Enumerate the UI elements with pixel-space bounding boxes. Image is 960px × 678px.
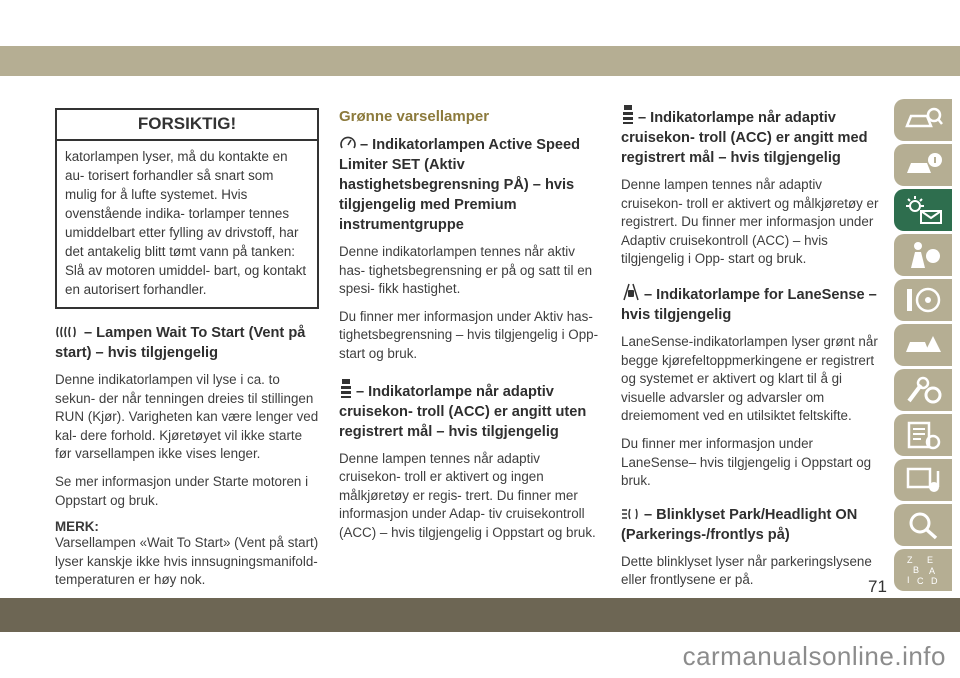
svg-text:D: D <box>931 576 938 586</box>
wait-to-start-paragraph-2: Se mer informasjon under Starte motoren i Oppstart og bruk. <box>55 473 309 508</box>
park-headlight-heading <box>621 505 885 545</box>
acc-with-target-icon <box>621 104 635 124</box>
tab-alphabet-index[interactable] <box>894 549 952 591</box>
tab-warning-lights[interactable] <box>894 189 952 231</box>
chapter-tabs <box>894 99 952 594</box>
svg-text:B: B <box>913 565 920 575</box>
car-magnifier-icon <box>903 106 943 134</box>
acc-no-target-icon <box>339 378 353 398</box>
section-title-green-lamps: Grønne varsellamper <box>339 108 490 125</box>
park-headlight-icon <box>621 507 641 521</box>
search-icon <box>903 510 943 540</box>
caution-body: katorlampen lyser, må du kontakte en au- torisert forhandler så snart som mulig for å lufte systemet. Hvis ovenstående indika- torlamper tennes umiddelbart etter fylling av drivstoff, har det antakelig blitt tømt vann på tanken: Slå av motoren umiddel- bart, og kontakt en autorisert forhandler. <box>65 149 307 297</box>
tab-music-nav[interactable] <box>894 459 952 501</box>
lanesense-paragraph-2: Du finner mer informasjon under LaneSense– hvis tilgjengelig i Oppstart og bruk. <box>621 435 872 489</box>
note-title: MERK: <box>55 519 99 535</box>
top-band <box>0 46 960 76</box>
page-number: 71 <box>868 577 887 596</box>
speed-limiter-paragraph-2: Du finner mer informasjon under Aktiv has- tighetsbegrensning – hvis tilgjengelig i Opp- start og bruk. <box>339 308 599 361</box>
airbag-person-icon <box>903 240 943 270</box>
tab-car-warning[interactable] <box>894 324 952 366</box>
acc-no-target-paragraph: Denne lampen tennes når adaptiv cruisekon- troll er aktivert og ingen målkjøretøy er regis- trert. Du finner mer informasjon under Adap- tiv cruisekontroll (ACC) – hvis tilgjengelig i Oppstart og bruk. <box>339 450 596 540</box>
note-body: Varsellampen «Wait To Start» (Vent på start) lyser kanskje ikke hvis innsugningsmanifold- temperaturen er høy nok. <box>55 535 319 588</box>
caution-title: FORSIKTIG! <box>57 110 317 141</box>
steering-wheel-icon <box>903 285 943 315</box>
speed-limiter-heading-text: – Indikatorlampen Active Speed Limiter SET (Aktiv hastighetsbegrensning PÅ) – hvis tilgjengelig med Premium instrumentgruppe <box>339 137 581 233</box>
lanesense-heading <box>621 283 885 325</box>
wait-to-start-paragraph-1: Denne indikatorlampen vil lyse i ca. to sekun- der når tenningen dreies til stillingen RUN (Kjør). Varigheten kan være lenger ved kal- dere forhold. Kjøretøyet vil ikke starte før varsellampen ikke vises lenger. <box>55 372 319 462</box>
speed-limiter-paragraph-1: Denne indikatorlampen tennes når aktiv has- tighetsbegrensning er på og satt til en spesi- fikk hastighet. <box>339 244 593 297</box>
column-3 <box>621 108 885 599</box>
acc-no-target-heading-text: – Indikatorlampe når adaptiv cruisekon- troll (ACC) er angitt uten registrert mål – hvis tilgjengelig <box>339 383 587 440</box>
svg-text:A: A <box>929 566 936 576</box>
svg-text:C: C <box>917 576 924 586</box>
column-2 <box>339 108 603 552</box>
lanesense-icon <box>621 283 641 301</box>
warning-lights-icon <box>903 195 943 225</box>
svg-text:I: I <box>907 575 910 585</box>
lanesense-paragraph-1: LaneSense-indikatorlampen lyser grønt når begge kjørefeltoppmerkingene er registrert og systemet er aktivert og klart til å gi visuelle advarsler og advarsler om dreiemoment ved en utilsiktet feltskifte. <box>621 333 878 424</box>
car-info-icon <box>903 151 943 179</box>
tab-car-info[interactable] <box>894 144 952 186</box>
music-nav-icon <box>903 465 943 495</box>
speed-limiter-icon <box>339 135 357 151</box>
wait-to-start-heading-text: – Lampen Wait To Start (Vent på start) – hvis tilgjengelig <box>55 325 306 361</box>
car-warning-triangle-icon <box>903 330 943 360</box>
lanesense-heading-text: – Indikatorlampe for LaneSense – hvis tilgjengelig <box>621 286 877 323</box>
tab-car-magnifier[interactable] <box>894 99 952 141</box>
wait-to-start-heading <box>55 323 319 363</box>
park-headlight-heading-text: – Blinklyset Park/Headlight ON (Parkerings-/frontlys på) <box>621 506 858 543</box>
watermark-text: carmanualsonline.info <box>682 641 946 671</box>
tab-steering-wheel[interactable] <box>894 279 952 321</box>
park-headlight-paragraph: Dette blinklyset lyser når parkeringslysene eller frontlysene er på. <box>621 553 872 588</box>
tab-search[interactable] <box>894 504 952 546</box>
column-1 <box>55 108 319 599</box>
acc-with-target-paragraph: Denne lampen tennes når adaptiv cruisekon- troll er aktivert og målkjøretøy er registrert. Du finner mer informasjon under Adaptiv cruisekontroll (ACC) – hvis tilgjengelig i Opp- start og bruk. <box>621 177 879 267</box>
acc-with-target-heading <box>621 104 885 168</box>
tab-list-settings[interactable] <box>894 414 952 456</box>
glow-plug-icon <box>55 325 81 339</box>
caution-box <box>55 108 319 309</box>
bottom-band <box>0 598 960 632</box>
tab-wrench-gear[interactable] <box>894 369 952 411</box>
alphabet-index-icon <box>903 553 943 587</box>
speed-limiter-heading <box>339 135 603 235</box>
list-settings-icon <box>903 420 943 450</box>
acc-with-target-heading-text: – Indikatorlampe når adaptiv cruisekon- troll (ACC) er angitt med registrert mål – hvis tilgjengelig <box>621 110 868 166</box>
svg-text:Z: Z <box>907 555 913 565</box>
svg-text:E: E <box>927 555 934 565</box>
wrench-gear-icon <box>903 375 943 405</box>
acc-no-target-heading <box>339 378 603 442</box>
tab-airbag-person[interactable] <box>894 234 952 276</box>
